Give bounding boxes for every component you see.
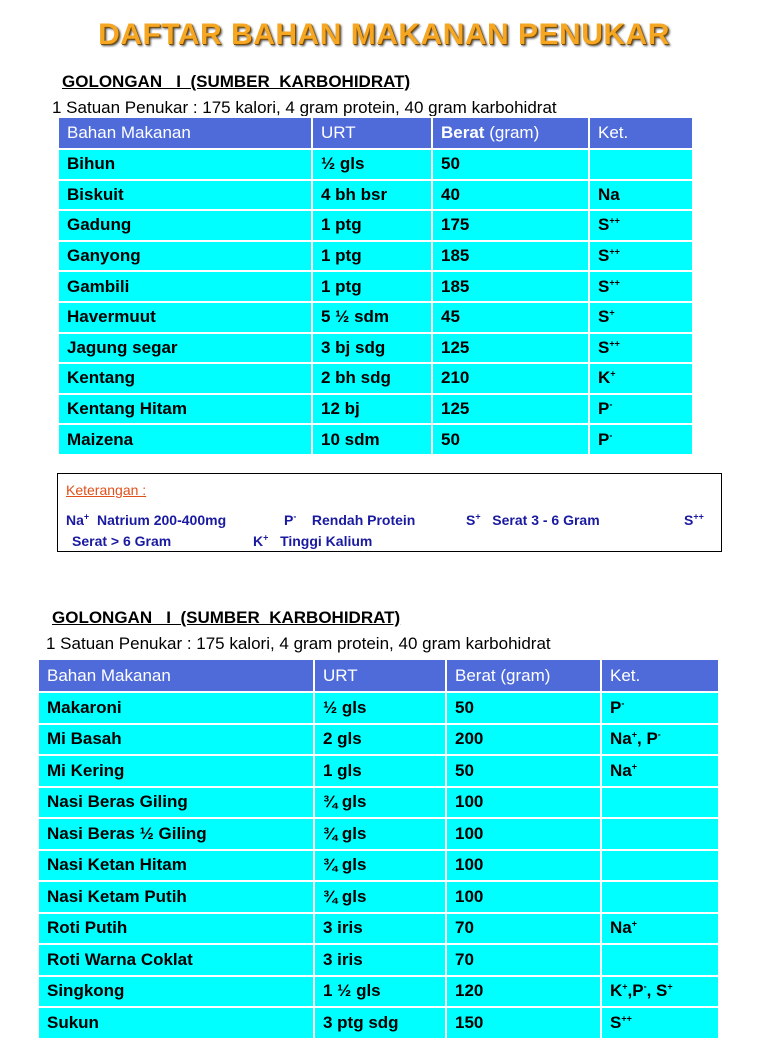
table-row bbox=[58, 363, 693, 394]
cell-ket bbox=[601, 692, 719, 724]
table-row bbox=[38, 913, 719, 945]
cell-ket bbox=[601, 787, 719, 819]
cell-ket bbox=[589, 180, 693, 211]
ket-sup: + bbox=[622, 981, 628, 992]
ket-code: , S bbox=[646, 981, 668, 1001]
cell-bahan: Nasi Beras ½ Giling bbox=[38, 818, 314, 850]
cell-berat: 50 bbox=[446, 755, 601, 787]
cell-ket bbox=[589, 241, 693, 272]
ket-sup: ++ bbox=[609, 215, 620, 226]
legend-na: Na+ Natrium 200-400mg bbox=[66, 511, 227, 528]
cell-bahan: Mi Kering bbox=[38, 755, 314, 787]
table-row bbox=[58, 241, 693, 272]
cell-urt: ¾ gls bbox=[314, 787, 446, 819]
table-row bbox=[58, 180, 693, 211]
ket-code: , P bbox=[637, 729, 658, 749]
table-row bbox=[38, 818, 719, 850]
table-row bbox=[38, 850, 719, 882]
cell-urt: 3 bj sdg bbox=[312, 333, 432, 364]
cell-ket bbox=[589, 210, 693, 241]
cell-berat: 125 bbox=[432, 394, 589, 425]
cell-urt: ¾ gls bbox=[314, 881, 446, 913]
cell-bahan: Kentang Hitam bbox=[58, 394, 312, 425]
cell-berat: 120 bbox=[446, 976, 601, 1008]
cell-bahan: Bihun bbox=[58, 149, 312, 180]
legend-p: P- Rendah Protein bbox=[284, 511, 416, 528]
ket-code: Na bbox=[598, 184, 620, 204]
cell-berat: 185 bbox=[432, 271, 589, 302]
cell-urt: 1 gls bbox=[314, 755, 446, 787]
cell-berat: 150 bbox=[446, 1007, 601, 1039]
cell-bahan: Nasi Ketan Hitam bbox=[38, 850, 314, 882]
table-row bbox=[58, 302, 693, 333]
ket-code: P bbox=[598, 399, 610, 419]
cell-bahan: Sukun bbox=[38, 1007, 314, 1039]
cell-urt: 2 bh sdg bbox=[312, 363, 432, 394]
cell-urt: 3 ptg sdg bbox=[314, 1007, 446, 1039]
cell-berat: 50 bbox=[446, 692, 601, 724]
cell-berat: 50 bbox=[432, 424, 589, 455]
legend-s: S+ Serat 3 - 6 Gram bbox=[466, 511, 600, 528]
ket-sup: - bbox=[609, 429, 613, 440]
cell-berat: 45 bbox=[432, 302, 589, 333]
cell-urt: 3 iris bbox=[314, 944, 446, 976]
cell-bahan: Biskuit bbox=[58, 180, 312, 211]
cell-urt: 2 gls bbox=[314, 724, 446, 756]
cell-ket bbox=[601, 755, 719, 787]
cell-berat: 100 bbox=[446, 818, 601, 850]
table-row bbox=[58, 424, 693, 455]
ket-sup: - bbox=[657, 729, 661, 740]
table-row bbox=[58, 333, 693, 364]
ket-code: P bbox=[610, 697, 622, 717]
ket-sup: ++ bbox=[621, 1013, 632, 1024]
cell-bahan: Roti Putih bbox=[38, 913, 314, 945]
ket-sup: + bbox=[667, 981, 673, 992]
table-header-row bbox=[58, 117, 693, 149]
cell-bahan: Kentang bbox=[58, 363, 312, 394]
header-berat: Berat (gram) bbox=[446, 659, 601, 692]
cell-bahan: Singkong bbox=[38, 976, 314, 1008]
cell-urt: ½ gls bbox=[312, 149, 432, 180]
cell-ket bbox=[601, 976, 719, 1008]
cell-ket bbox=[589, 333, 693, 364]
page-title: DAFTAR BAHAN MAKANAN PENUKAR bbox=[98, 18, 670, 51]
section2-satuan: 1 Satuan Penukar : 175 kalori, 4 gram protein, 40 gram karbohidrat bbox=[46, 634, 551, 653]
cell-ket bbox=[601, 724, 719, 756]
cell-ket bbox=[601, 913, 719, 945]
cell-bahan: Ganyong bbox=[58, 241, 312, 272]
cell-berat: 70 bbox=[446, 913, 601, 945]
header-ket: Ket. bbox=[601, 659, 719, 692]
ket-sup: + bbox=[631, 761, 637, 772]
cell-urt: ½ gls bbox=[314, 692, 446, 724]
cell-berat: 200 bbox=[446, 724, 601, 756]
cell-bahan: Jagung segar bbox=[58, 333, 312, 364]
section1-satuan: 1 Satuan Penukar : 175 kalori, 4 gram protein, 40 gram karbohidrat bbox=[52, 98, 557, 117]
cell-bahan: Gambili bbox=[58, 271, 312, 302]
cell-ket bbox=[601, 1007, 719, 1039]
header-ket: Ket. bbox=[589, 117, 693, 149]
cell-ket bbox=[589, 302, 693, 333]
cell-ket bbox=[601, 818, 719, 850]
cell-berat: 210 bbox=[432, 363, 589, 394]
table-row bbox=[58, 210, 693, 241]
ket-sup: ++ bbox=[609, 246, 620, 257]
table-row bbox=[38, 787, 719, 819]
cell-ket bbox=[589, 149, 693, 180]
cell-urt: 4 bh bsr bbox=[312, 180, 432, 211]
cell-bahan: Makaroni bbox=[38, 692, 314, 724]
cell-bahan: Maizena bbox=[58, 424, 312, 455]
header-urt: URT bbox=[314, 659, 446, 692]
cell-bahan: Havermuut bbox=[58, 302, 312, 333]
ket-code: S bbox=[610, 1012, 622, 1032]
cell-bahan: Nasi Ketam Putih bbox=[38, 881, 314, 913]
header-berat bbox=[432, 117, 589, 149]
header-berat-label: Berat bbox=[441, 123, 485, 142]
ket-code: K bbox=[610, 981, 623, 1001]
section1-golongan: GOLONGAN I (SUMBER KARBOHIDRAT) bbox=[62, 72, 411, 91]
ket-sup: ++ bbox=[609, 338, 620, 349]
food-table-2 bbox=[37, 658, 720, 1040]
cell-bahan: Mi Basah bbox=[38, 724, 314, 756]
ket-code: S bbox=[598, 276, 610, 296]
header-bahan: Bahan Makanan bbox=[38, 659, 314, 692]
cell-ket bbox=[589, 363, 693, 394]
cell-berat: 70 bbox=[446, 944, 601, 976]
cell-bahan: Gadung bbox=[58, 210, 312, 241]
legend-s2: S++ bbox=[684, 511, 704, 528]
table-row bbox=[38, 881, 719, 913]
header-bahan: Bahan Makanan bbox=[58, 117, 312, 149]
cell-ket bbox=[601, 850, 719, 882]
ket-code: Na bbox=[610, 760, 632, 780]
table-row bbox=[38, 976, 719, 1008]
ket-sup: + bbox=[631, 918, 637, 929]
ket-code: S bbox=[598, 246, 610, 266]
ket-code: S bbox=[598, 215, 610, 235]
header-berat-unit: (gram) bbox=[489, 123, 540, 142]
cell-bahan: Roti Warna Coklat bbox=[38, 944, 314, 976]
keterangan-title: Keterangan : bbox=[66, 482, 147, 498]
cell-ket bbox=[601, 944, 719, 976]
ket-code: Na bbox=[610, 729, 632, 749]
cell-urt: 1 ptg bbox=[312, 271, 432, 302]
cell-ket bbox=[589, 271, 693, 302]
table-row bbox=[58, 149, 693, 180]
table-row bbox=[38, 755, 719, 787]
cell-urt: 12 bj bbox=[312, 394, 432, 425]
cell-berat: 185 bbox=[432, 241, 589, 272]
table-row bbox=[58, 394, 693, 425]
cell-urt: 1 ptg bbox=[312, 210, 432, 241]
ket-sup: - bbox=[609, 399, 613, 410]
legend-k: K+ Tinggi Kalium bbox=[253, 532, 373, 549]
table-row bbox=[38, 944, 719, 976]
table-row bbox=[38, 724, 719, 756]
cell-berat: 175 bbox=[432, 210, 589, 241]
ket-code: P bbox=[598, 429, 610, 449]
cell-urt: ¾ gls bbox=[314, 850, 446, 882]
ket-sup: + bbox=[609, 307, 615, 318]
cell-ket bbox=[589, 424, 693, 455]
cell-bahan: Nasi Beras Giling bbox=[38, 787, 314, 819]
cell-berat: 125 bbox=[432, 333, 589, 364]
ket-code: ,P bbox=[627, 981, 644, 1001]
cell-ket bbox=[589, 394, 693, 425]
ket-sup: ++ bbox=[609, 277, 620, 288]
ket-sup: + bbox=[631, 729, 637, 740]
section2-golongan: GOLONGAN I (SUMBER KARBOHIDRAT) bbox=[52, 608, 401, 627]
ket-sup: - bbox=[621, 698, 625, 709]
ket-code: K bbox=[598, 368, 611, 388]
cell-urt: 3 iris bbox=[314, 913, 446, 945]
ket-code: S bbox=[598, 307, 610, 327]
cell-urt: 10 sdm bbox=[312, 424, 432, 455]
ket-sup: - bbox=[643, 981, 647, 992]
cell-berat: 100 bbox=[446, 850, 601, 882]
cell-berat: 100 bbox=[446, 787, 601, 819]
cell-berat: 100 bbox=[446, 881, 601, 913]
header-urt: URT bbox=[312, 117, 432, 149]
cell-ket bbox=[601, 881, 719, 913]
table-header-row bbox=[38, 659, 719, 692]
table-row bbox=[58, 271, 693, 302]
cell-urt: 1 ptg bbox=[312, 241, 432, 272]
cell-berat: 40 bbox=[432, 180, 589, 211]
keterangan-box bbox=[57, 473, 722, 552]
cell-urt: 5 ½ sdm bbox=[312, 302, 432, 333]
cell-berat: 50 bbox=[432, 149, 589, 180]
cell-urt: ¾ gls bbox=[314, 818, 446, 850]
food-table-1 bbox=[57, 116, 694, 456]
cell-urt: 1 ½ gls bbox=[314, 976, 446, 1008]
ket-sup: + bbox=[610, 368, 616, 379]
table-row bbox=[38, 1007, 719, 1039]
table-row bbox=[38, 692, 719, 724]
ket-code: Na bbox=[610, 918, 632, 938]
legend-s2-desc: Serat > 6 Gram bbox=[72, 533, 172, 549]
ket-code: S bbox=[598, 337, 610, 357]
